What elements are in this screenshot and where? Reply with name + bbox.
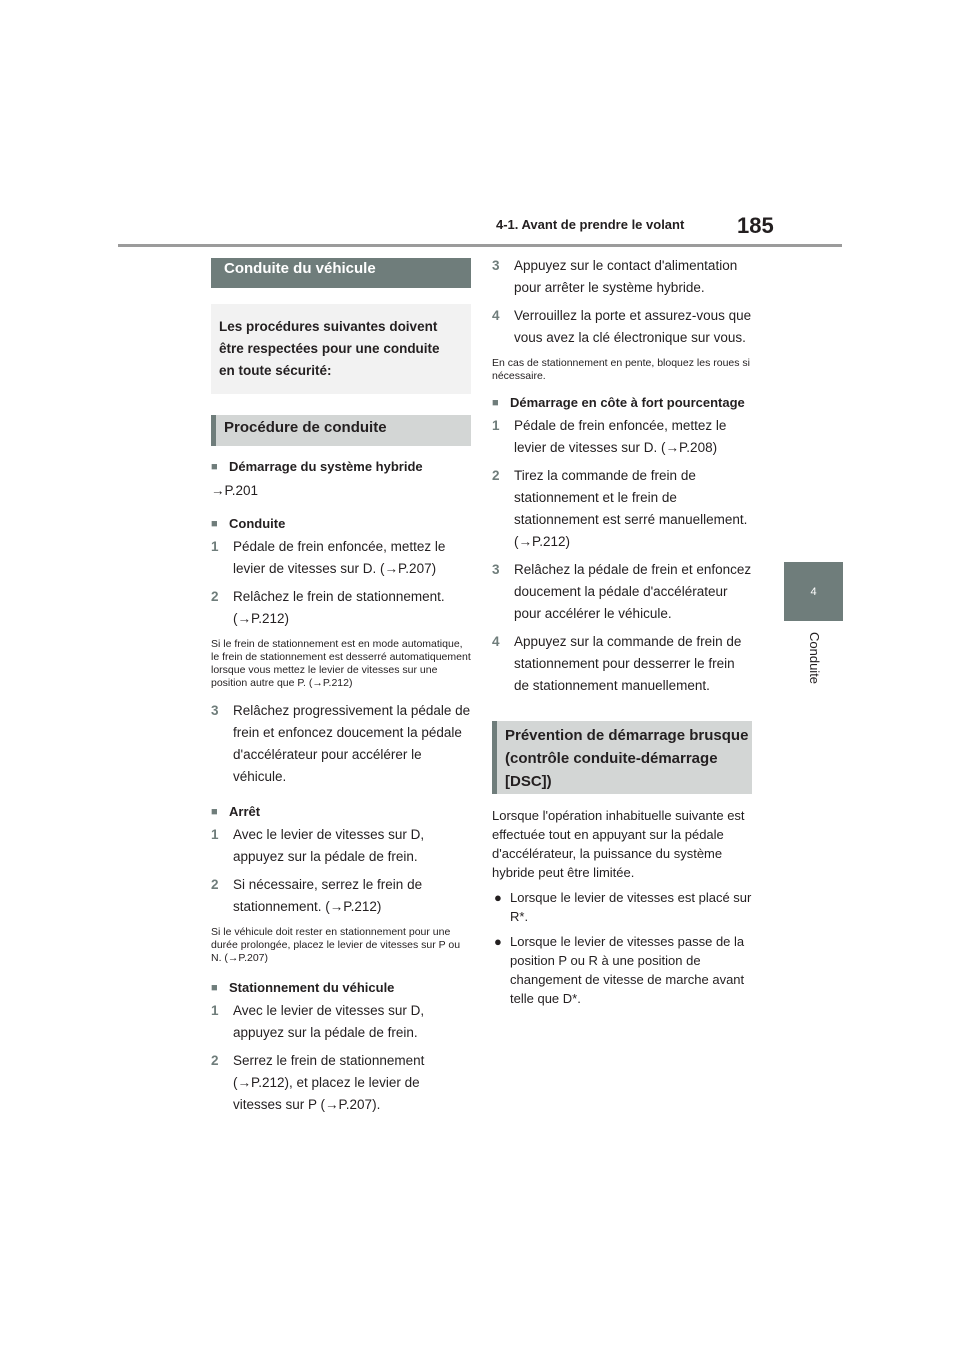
bullet-text: Lorsque le levier de vitesses passe de la position P ou R à une position de changement de vitesse de marche avant telle que D*. xyxy=(510,934,745,1006)
step-text: Avec le levier de vitesses sur D, appuyez sur la pédale de frein. xyxy=(233,827,425,864)
chapter-tab-number: 4 xyxy=(810,586,817,598)
step-text: Tirez la commande de frein de stationnement et le frein de stationnement est serré manuellement. (→P.212) xyxy=(514,468,748,549)
step-text: Avec le levier de vitesses sur D, appuyez sur la pédale de frein. xyxy=(233,1003,425,1040)
bullet-dot-icon: ● xyxy=(494,890,502,905)
left-column xyxy=(211,258,471,1116)
park-step-2 xyxy=(211,1050,471,1116)
step-text: Relâchez la pédale de frein et enfoncez doucement la pédale d'accélérateur pour accélérer le véhicule. xyxy=(514,562,752,621)
section-title-bar xyxy=(211,258,471,288)
step-number: 4 xyxy=(492,308,500,323)
step-number: 3 xyxy=(211,703,219,718)
step-number: 2 xyxy=(211,1053,219,1068)
step-number: 1 xyxy=(211,539,219,554)
driving-heading: ■ Conduite xyxy=(211,514,471,534)
section-title: Conduite du véhicule xyxy=(224,260,376,277)
intro-line-2: être respectées pour une conduite xyxy=(219,341,440,356)
driving-step-2 xyxy=(211,586,471,630)
dsc-bullet-1 xyxy=(492,888,752,926)
step-number: 1 xyxy=(492,418,500,433)
subsection-title-bar xyxy=(211,415,471,446)
park-step-3 xyxy=(492,255,752,299)
stop-note: Si le véhicule doit rester en stationnement pour une durée prolongée, placez le levier de vitesses sur P ou N. (→P.207) xyxy=(211,926,461,964)
step-number: 2 xyxy=(492,468,500,483)
intro-box xyxy=(211,304,471,394)
step-number: 4 xyxy=(492,634,500,649)
bullet-text: Lorsque le levier de vitesses est placé sur R*. xyxy=(510,890,752,924)
park-note: En cas de stationnement en pente, bloquez les roues si nécessaire. xyxy=(492,357,750,382)
step-number: 3 xyxy=(492,562,500,577)
stop-step-2 xyxy=(211,874,471,918)
hill-step-2 xyxy=(492,465,752,553)
step-text: Si nécessaire, serrez le frein de stationnement. (→P.212) xyxy=(233,877,423,914)
step-number: 1 xyxy=(211,827,219,842)
hill-step-1 xyxy=(492,415,752,459)
start-heading: ■ Démarrage du système hybride xyxy=(211,457,471,477)
driving-step-1 xyxy=(211,536,471,580)
step-text: Verrouillez la porte et assurez-vous que vous avez la clé électronique sur vous. xyxy=(514,308,752,345)
stop-step-1 xyxy=(211,824,471,868)
bullet-dot-icon: ● xyxy=(494,934,502,949)
chapter-tab-label: Conduite xyxy=(807,632,822,685)
step-number: 2 xyxy=(211,877,219,892)
step-number: 3 xyxy=(492,258,500,273)
step-text: Appuyez sur le contact d'alimentation pour arrêter le système hybride. xyxy=(514,258,738,295)
header-rule xyxy=(118,244,842,247)
dsc-title: Prévention de démarrage brusque (contrôle conduite-démarrage [DSC]) xyxy=(505,727,749,790)
dsc-bullet-2 xyxy=(492,932,752,1008)
step-number: 1 xyxy=(211,1003,219,1018)
page-number: 185 xyxy=(737,213,774,238)
hill-step-3 xyxy=(492,559,752,625)
driving-step-3 xyxy=(211,700,471,788)
park-step-4 xyxy=(492,305,752,349)
step-text: Serrez le frein de stationnement (→P.212), et placez le levier de vitesses sur P (→P.207). xyxy=(233,1053,425,1112)
stop-heading: ■ Arrêt xyxy=(211,802,471,822)
hill-heading: ■ Démarrage en côte à fort pourcentage xyxy=(492,393,752,413)
step-text: Pédale de frein enfoncée, mettez le levier de vitesses sur D. (→P.208) xyxy=(514,418,727,455)
step-number: 2 xyxy=(211,589,219,604)
right-column xyxy=(492,255,752,1008)
step-text: Appuyez sur la commande de frein de stationnement pour desserrer le frein de stationnement manuellement. xyxy=(514,634,742,693)
dsc-title-bar xyxy=(492,721,752,794)
step-text: Relâchez progressivement la pédale de frein et enfoncez doucement la pédale d'accélérateur pour accélérer le véhicule. xyxy=(233,703,471,784)
header-section-title: 4-1. Avant de prendre le volant xyxy=(496,217,685,232)
park-heading: ■ Stationnement du véhicule xyxy=(211,978,471,998)
step-text: Relâchez le frein de stationnement. (→P.212) xyxy=(233,589,445,626)
subsection-title: Procédure de conduite xyxy=(224,419,387,436)
intro-line-3: en toute sécurité: xyxy=(219,363,332,378)
step-text: Pédale de frein enfoncée, mettez le levier de vitesses sur D. (→P.207) xyxy=(233,539,446,576)
park-step-1 xyxy=(211,1000,471,1044)
start-ref: →P.201 xyxy=(211,483,259,498)
chapter-tab xyxy=(784,562,843,621)
dsc-paragraph: Lorsque l'opération inhabituelle suivante est effectuée tout en appuyant sur la pédale d'accélérateur, la puissance du système hybride peut être limitée. xyxy=(492,808,745,880)
hill-step-4 xyxy=(492,631,752,697)
driving-note: Si le frein de stationnement est en mode automatique, le frein de stationnement est desserré automatiquement lorsque vous mettez le levier de vitesses sur une position autre que P. (→P.212) xyxy=(211,638,471,689)
intro-line-1: Les procédures suivantes doivent xyxy=(219,319,438,334)
